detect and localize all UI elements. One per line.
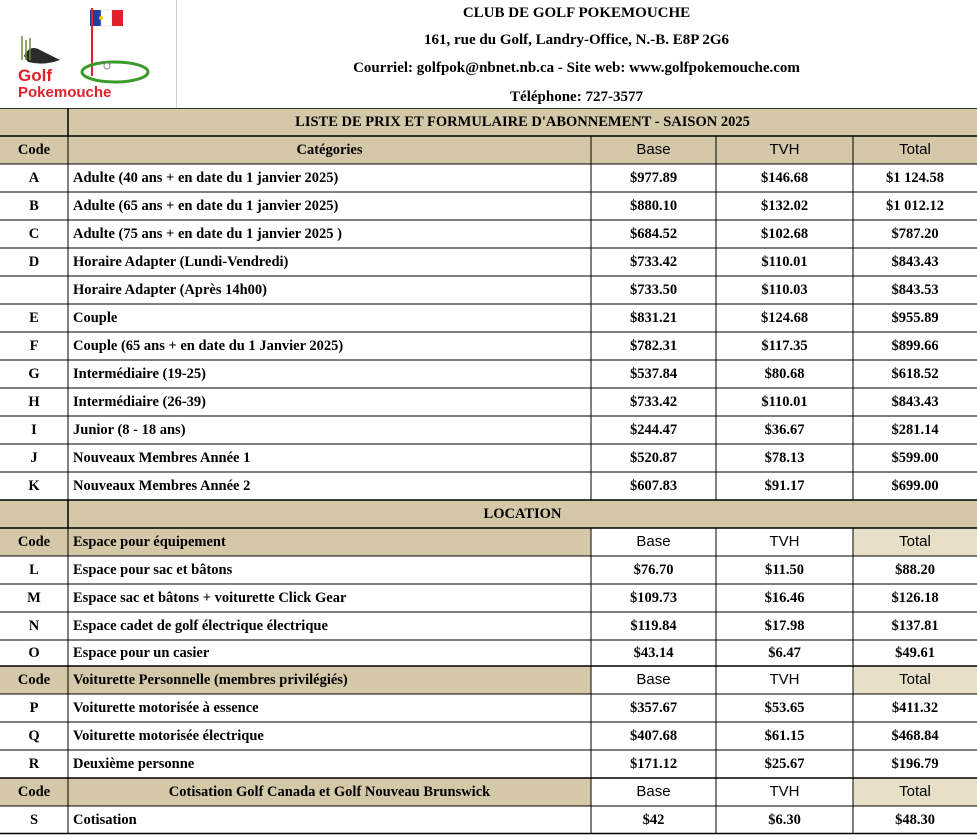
col-header-code: Code bbox=[17, 672, 51, 688]
row-base-price: $831.21 bbox=[629, 310, 678, 326]
row-total: $618.52 bbox=[891, 366, 939, 382]
row-code: D bbox=[28, 254, 40, 270]
row-tvh: $25.67 bbox=[764, 756, 805, 772]
row-total: $137.81 bbox=[891, 618, 939, 634]
club-name: CLUB DE GOLF POKEMOUCHE bbox=[462, 5, 691, 21]
row-base-price: $684.52 bbox=[629, 226, 678, 242]
row-base-price: $407.68 bbox=[629, 728, 678, 744]
row-base-price: $171.12 bbox=[629, 756, 678, 772]
club-phone: Téléphone: 727-3577 bbox=[510, 89, 643, 105]
row-code: L bbox=[29, 562, 39, 578]
row-total: $126.18 bbox=[891, 590, 939, 606]
logo-line-2: Pokemouche bbox=[18, 84, 112, 101]
row-total: $196.79 bbox=[891, 756, 939, 772]
row-code: M bbox=[27, 590, 41, 606]
row-total: $281.14 bbox=[891, 422, 939, 438]
col-header-category: Catégories bbox=[296, 142, 363, 158]
row-base-price: $977.89 bbox=[629, 170, 678, 186]
row-tvh: $36.67 bbox=[764, 422, 805, 438]
col-header-tvh: TVH bbox=[769, 141, 800, 158]
row-code: C bbox=[28, 226, 40, 242]
col-header-total: Total bbox=[899, 141, 931, 158]
row-base-price: $880.10 bbox=[629, 198, 678, 214]
row-tvh: $6.30 bbox=[768, 812, 801, 828]
row-code: A bbox=[28, 170, 40, 186]
row-code: J bbox=[30, 450, 38, 466]
title-code-bg bbox=[0, 500, 68, 528]
row-total: $1 012.12 bbox=[886, 198, 944, 214]
row-tvh: $16.46 bbox=[764, 590, 805, 606]
row-category: Couple (65 ans + en date du 1 Janvier 2025) bbox=[73, 338, 344, 354]
row-category: Voiturette motorisée électrique bbox=[73, 728, 264, 744]
row-base-price: $244.47 bbox=[629, 422, 678, 438]
row-code bbox=[0, 276, 68, 304]
row-tvh: $110.01 bbox=[761, 394, 808, 410]
row-category: Voiturette motorisée à essence bbox=[73, 700, 259, 716]
col-header-total: Total bbox=[899, 783, 931, 800]
col-header-category: Voiturette Personnelle (membres privilégiés) bbox=[73, 672, 348, 688]
row-base-price: $109.73 bbox=[629, 590, 678, 606]
col-header-total: Total bbox=[899, 533, 931, 550]
col-header-tvh: TVH bbox=[769, 533, 800, 550]
col-header-base: Base bbox=[636, 671, 671, 688]
col-header-code: Code bbox=[17, 534, 51, 550]
row-base-price: $76.70 bbox=[633, 562, 674, 578]
row-total: $699.00 bbox=[891, 478, 939, 494]
row-code: N bbox=[28, 618, 40, 634]
row-category: Adulte (40 ans + en date du 1 janvier 2025) bbox=[73, 170, 339, 186]
row-total: $955.89 bbox=[891, 310, 939, 326]
row-tvh: $78.13 bbox=[764, 450, 805, 466]
row-code: P bbox=[29, 700, 39, 716]
row-code: S bbox=[29, 812, 39, 828]
row-tvh: $124.68 bbox=[760, 310, 809, 326]
row-total: $411.32 bbox=[891, 700, 939, 716]
row-base-price: $782.31 bbox=[629, 338, 678, 354]
row-category: Espace pour un casier bbox=[73, 645, 210, 661]
club-address: 161, rue du Golf, Landry-Office, N.-B. E8P 2G6 bbox=[424, 32, 729, 48]
row-tvh: $110.01 bbox=[761, 254, 808, 270]
row-code: Q bbox=[28, 728, 40, 744]
row-tvh: $53.65 bbox=[764, 700, 805, 716]
header bbox=[0, 0, 977, 108]
col-header-category: Espace pour équipement bbox=[73, 534, 226, 550]
row-tvh: $6.47 bbox=[768, 645, 801, 661]
row-base-price: $607.83 bbox=[629, 478, 678, 494]
row-code: K bbox=[28, 478, 40, 494]
row-total: $48.30 bbox=[895, 812, 935, 828]
row-category: Cotisation bbox=[73, 812, 137, 828]
row-total: $599.00 bbox=[891, 450, 939, 466]
row-category: Adulte (65 ans + en date du 1 janvier 2025) bbox=[73, 198, 339, 214]
row-category: Adulte (75 ans + en date du 1 janvier 2025 ) bbox=[73, 226, 343, 242]
row-tvh: $110.03 bbox=[761, 282, 808, 298]
row-category: Intermédiaire (19-25) bbox=[73, 366, 207, 382]
row-tvh: $91.17 bbox=[764, 478, 805, 494]
row-code: F bbox=[29, 338, 39, 354]
logo-line-1: Golf bbox=[18, 66, 52, 85]
row-category: Horaire Adapter (Après 14h00) bbox=[73, 282, 267, 298]
row-code: H bbox=[28, 394, 40, 410]
col-header-code: Code bbox=[17, 784, 51, 800]
title-code-bg bbox=[0, 108, 68, 136]
col-header-base: Base bbox=[636, 783, 671, 800]
row-tvh: $61.15 bbox=[764, 728, 805, 744]
col-header-base: Base bbox=[636, 533, 671, 550]
flag-red-band bbox=[112, 10, 123, 26]
row-total: $843.43 bbox=[891, 394, 939, 410]
row-base-price: $520.87 bbox=[629, 450, 678, 466]
row-code: E bbox=[29, 310, 39, 326]
row-tvh: $11.50 bbox=[764, 562, 805, 578]
col-header-tvh: TVH bbox=[769, 671, 800, 688]
row-code: R bbox=[28, 756, 40, 772]
col-header-total: Total bbox=[899, 671, 931, 688]
row-category: Nouveaux Membres Année 2 bbox=[73, 478, 251, 494]
section-title: LOCATION bbox=[483, 506, 562, 522]
row-base-price: $733.50 bbox=[629, 282, 678, 298]
row-category: Deuxième personne bbox=[73, 756, 195, 772]
row-total: $468.84 bbox=[891, 728, 939, 744]
row-category: Couple bbox=[73, 310, 118, 326]
row-total: $843.43 bbox=[891, 254, 939, 270]
row-total: $787.20 bbox=[891, 226, 939, 242]
price-table bbox=[0, 108, 977, 840]
row-tvh: $17.98 bbox=[764, 618, 805, 634]
row-total: $843.53 bbox=[891, 282, 939, 298]
row-total: $1 124.58 bbox=[886, 170, 944, 186]
row-code: O bbox=[28, 645, 40, 661]
row-category: Nouveaux Membres Année 1 bbox=[73, 450, 251, 466]
row-category: Espace cadet de golf électrique électrique bbox=[73, 618, 328, 634]
row-category: Intermédiaire (26-39) bbox=[73, 394, 207, 410]
section-title: LISTE DE PRIX ET FORMULAIRE D'ABONNEMENT - SAISON 2025 bbox=[295, 114, 750, 130]
col-header-tvh: TVH bbox=[769, 783, 800, 800]
row-category: Espace pour sac et bâtons bbox=[73, 562, 233, 578]
col-header-category: Cotisation Golf Canada et Golf Nouveau Brunswick bbox=[168, 784, 491, 800]
row-base-price: $537.84 bbox=[629, 366, 678, 382]
col-header-base: Base bbox=[636, 141, 671, 158]
club-contact: Courriel: golfpok@nbnet.nb.ca - Site web: www.golfpokemouche.com bbox=[353, 60, 800, 76]
row-category: Espace sac et bâtons + voiturette Click Gear bbox=[73, 590, 347, 606]
row-category: Horaire Adapter (Lundi-Vendredi) bbox=[73, 254, 289, 270]
row-code: G bbox=[28, 366, 40, 382]
club-logo bbox=[0, 0, 177, 108]
row-total: $88.20 bbox=[895, 562, 935, 578]
row-tvh: $117.35 bbox=[761, 338, 808, 354]
logo-text bbox=[18, 68, 111, 101]
row-tvh: $132.02 bbox=[760, 198, 809, 214]
row-tvh: $146.68 bbox=[760, 170, 809, 186]
row-base-price: $733.42 bbox=[629, 394, 678, 410]
row-code: B bbox=[29, 198, 39, 214]
row-base-price: $42 bbox=[642, 812, 665, 828]
row-base-price: $43.14 bbox=[633, 645, 674, 661]
row-tvh: $80.68 bbox=[764, 366, 805, 382]
row-total: $49.61 bbox=[895, 645, 935, 661]
row-base-price: $357.67 bbox=[629, 700, 678, 716]
row-category: Junior (8 - 18 ans) bbox=[73, 422, 186, 438]
row-base-price: $119.84 bbox=[630, 618, 677, 634]
flag-star-icon bbox=[99, 16, 103, 20]
col-header-code: Code bbox=[17, 142, 51, 158]
row-total: $899.66 bbox=[891, 338, 939, 354]
row-tvh: $102.68 bbox=[760, 226, 809, 242]
row-code: I bbox=[31, 422, 37, 438]
row-base-price: $733.42 bbox=[629, 254, 678, 270]
